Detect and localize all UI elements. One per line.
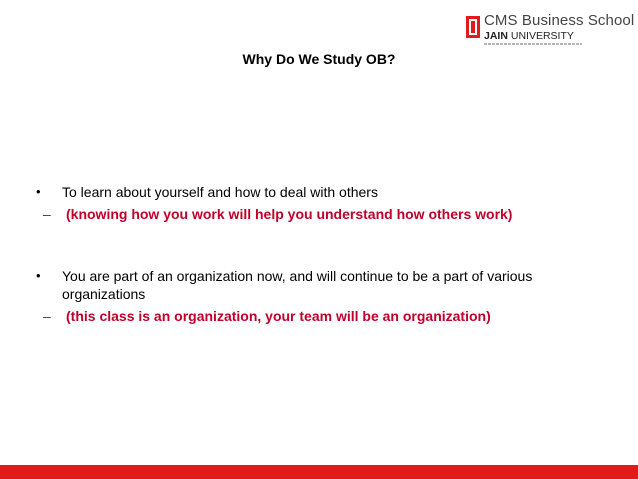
dash-icon: – xyxy=(43,308,51,324)
bullet-text: To learn about yourself and how to deal with others xyxy=(62,184,378,200)
bullet-icon: • xyxy=(36,184,41,199)
sub-bullet-text: (knowing how you work will help you understand how others work) xyxy=(66,206,513,222)
bullet-item xyxy=(36,267,596,303)
bullet-text: You are part of an organization now, and will continue to be a part of various organizations xyxy=(62,268,533,302)
bullet-item xyxy=(36,183,596,201)
sub-bullet-item xyxy=(36,307,596,325)
logo-subtitle xyxy=(484,30,574,42)
logo-sub-bold: JAIN xyxy=(484,30,508,42)
sub-bullet-item xyxy=(36,205,596,223)
logo-title: CMS Business School xyxy=(484,12,635,29)
cms-logo xyxy=(466,12,636,48)
bottom-accent-bar xyxy=(0,465,638,479)
slide-title: Why Do We Study OB? xyxy=(242,51,396,67)
logo-sub-rest: UNIVERSITY xyxy=(507,30,574,42)
sub-bullet-text: (this class is an organization, your team will be an organization) xyxy=(66,308,491,324)
dash-icon: – xyxy=(43,206,51,222)
logo-fine-print xyxy=(484,43,582,45)
logo-mark-icon xyxy=(466,16,480,38)
bullet-icon: • xyxy=(36,268,41,283)
bullet-list xyxy=(36,183,596,325)
